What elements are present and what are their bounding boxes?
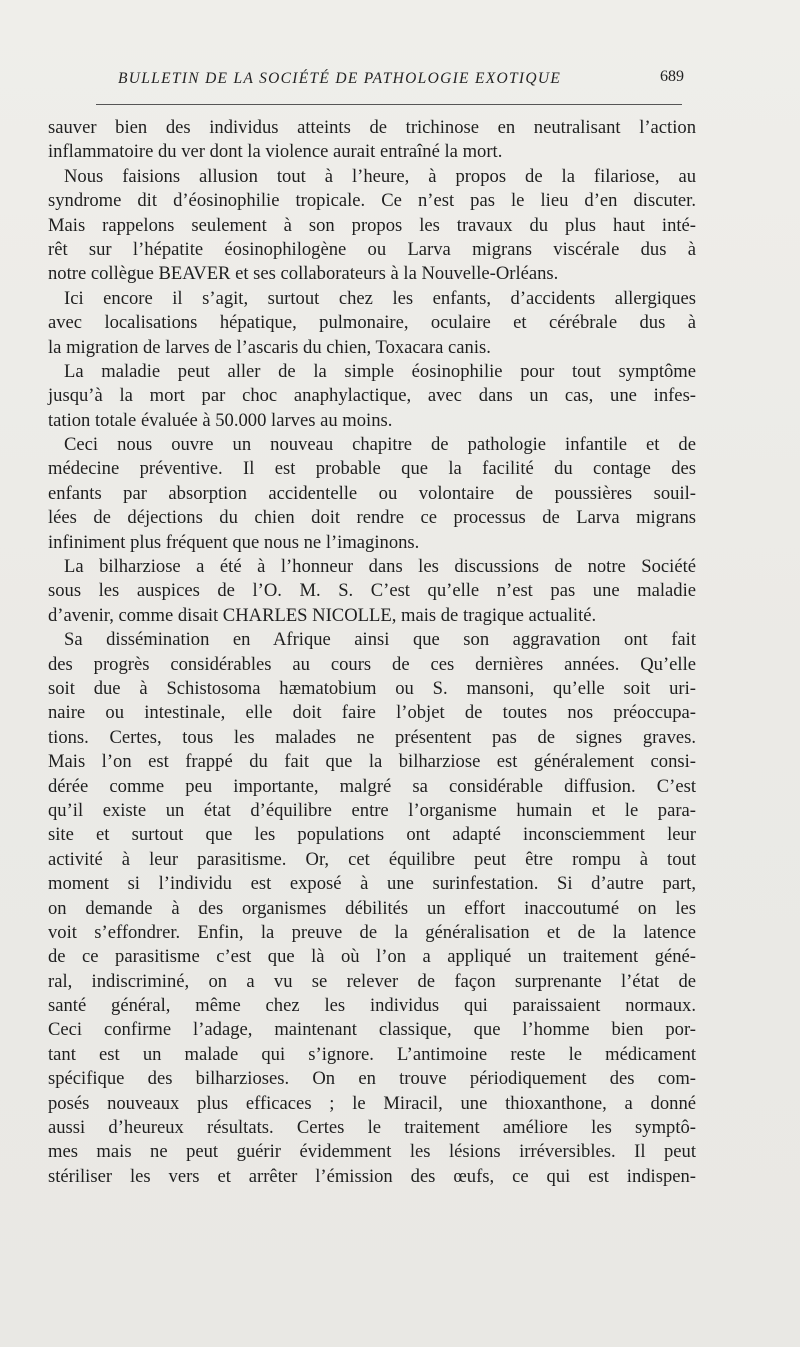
text-line: sauver bien des individus atteints de trichinose en neutralisant l’action: [48, 117, 696, 138]
text-line: naire ou intestinale, elle doit faire l’objet de toutes nos préoccupa-: [48, 702, 696, 724]
header-rule: [96, 104, 682, 105]
text-line: enfants par absorption accidentelle ou volontaire de poussières souil-: [48, 482, 696, 504]
text-line: inflammatoire du ver dont la violence aurait entraîné la mort.: [48, 141, 503, 163]
text-line: notre collègue BEAVER et ses collaborateurs à la Nouvelle-Orléans.: [48, 263, 559, 285]
text-line: on demande à des organismes débilités un effort inaccoutumé on les: [48, 897, 696, 919]
text-line: syndrome dit d’éosinophilie tropicale. Ce n’est pas le lieu d’en discuter.: [48, 190, 696, 212]
page-header: [118, 70, 684, 100]
text-line: tant est un malade qui s’ignore. L’antimoine reste le médicament: [48, 1043, 696, 1065]
text-line: santé général, même chez les individus qui paraissaient normaux.: [48, 995, 696, 1017]
text-line: mes mais ne peut guérir évidemment les lésions irréversibles. Il peut: [48, 1141, 696, 1163]
text-line: moment si l’individu est exposé à une surinfestation. Si d’autre part,: [48, 873, 696, 895]
text-line: stériliser les vers et arrêter l’émission des œufs, ce qui est indispen-: [48, 1165, 696, 1187]
body-text: [48, 116, 696, 1189]
text-line: spécifique des bilharzioses. On en trouve périodiquement des com-: [48, 1068, 696, 1090]
page-number: 689: [660, 68, 684, 85]
text-line: Ceci confirme l’adage, maintenant classique, que l’homme bien por-: [48, 1019, 696, 1041]
text-line: Mais l’on est frappé du fait que la bilharziose est généralement consi-: [48, 751, 696, 773]
text-line: la migration de larves de l’ascaris du chien, Toxacara canis.: [48, 336, 491, 358]
text-line: tation totale évaluée à 50.000 larves au moins.: [48, 409, 393, 431]
text-line: soit due à Schistosoma hæmatobium ou S. mansoni, qu’elle soit uri-: [48, 677, 696, 699]
text-line: Sa dissémination en Afrique ainsi que son aggravation ont fait: [64, 629, 696, 651]
text-line: jusqu’à la mort par choc anaphylactique, avec dans un cas, une infes-: [48, 385, 696, 407]
text-line: site et surtout que les populations ont adapté inconsciemment leur: [48, 824, 696, 846]
text-line: rêt sur l’hépatite éosinophilogène ou Larva migrans viscérale dus à: [48, 238, 696, 260]
text-line: médecine préventive. Il est probable que la facilité du contage des: [48, 458, 696, 480]
text-line: Nous faisions allusion tout à l’heure, à propos de la filariose, au: [64, 165, 696, 187]
text-line: Ceci nous ouvre un nouveau chapitre de pathologie infantile et de: [64, 434, 696, 456]
text-line: tions. Certes, tous les malades ne présentent pas de signes graves.: [48, 726, 696, 748]
text-line: lées de déjections du chien doit rendre ce processus de Larva migrans: [48, 507, 696, 529]
text-line: La maladie peut aller de la simple éosinophilie pour tout symptôme: [64, 360, 696, 382]
text-line: dérée comme peu importante, malgré sa considérable diffusion. C’est: [48, 775, 696, 797]
text-line: posés nouveaux plus efficaces ; le Miracil, une thioxanthone, a donné: [48, 1092, 696, 1114]
text-line: qu’il existe un état d’équilibre entre l’organisme humain et le para-: [48, 799, 696, 821]
text-line: Ici encore il s’agit, surtout chez les enfants, d’accidents allergiques: [64, 287, 696, 309]
running-title: BULLETIN DE LA SOCIÉTÉ DE PATHOLOGIE EXOTIQUE: [118, 70, 562, 87]
text-line: des progrès considérables au cours de ces dernières années. Qu’elle: [48, 653, 696, 675]
text-line: activité à leur parasitisme. Or, cet équilibre peut être rompu à tout: [48, 848, 696, 870]
text-line: de ce parasitisme c’est que là où l’on a appliqué un traitement géné-: [48, 946, 696, 968]
text-line: avec localisations hépatique, pulmonaire, oculaire et cérébrale dus à: [48, 312, 696, 334]
text-line: sous les auspices de l’O. M. S. C’est qu’elle n’est pas une maladie: [48, 580, 696, 602]
text-line: d’avenir, comme disait CHARLES NICOLLE, mais de tragique actualité.: [48, 604, 597, 626]
text-line: La bilharziose a été à l’honneur dans les discussions de notre Société: [64, 556, 696, 578]
text-line: infiniment plus fréquent que nous ne l’imaginons.: [48, 531, 420, 553]
text-line: ral, indiscriminé, on a vu se relever de façon surprenante l’état de: [48, 970, 696, 992]
text-line: Mais rappelons seulement à son propos les travaux du plus haut inté-: [48, 214, 696, 236]
text-line: aussi d’heureux résultats. Certes le traitement améliore les symptô-: [48, 1117, 696, 1139]
text-line: voit s’effondrer. Enfin, la preuve de la généralisation et de la latence: [48, 921, 696, 943]
